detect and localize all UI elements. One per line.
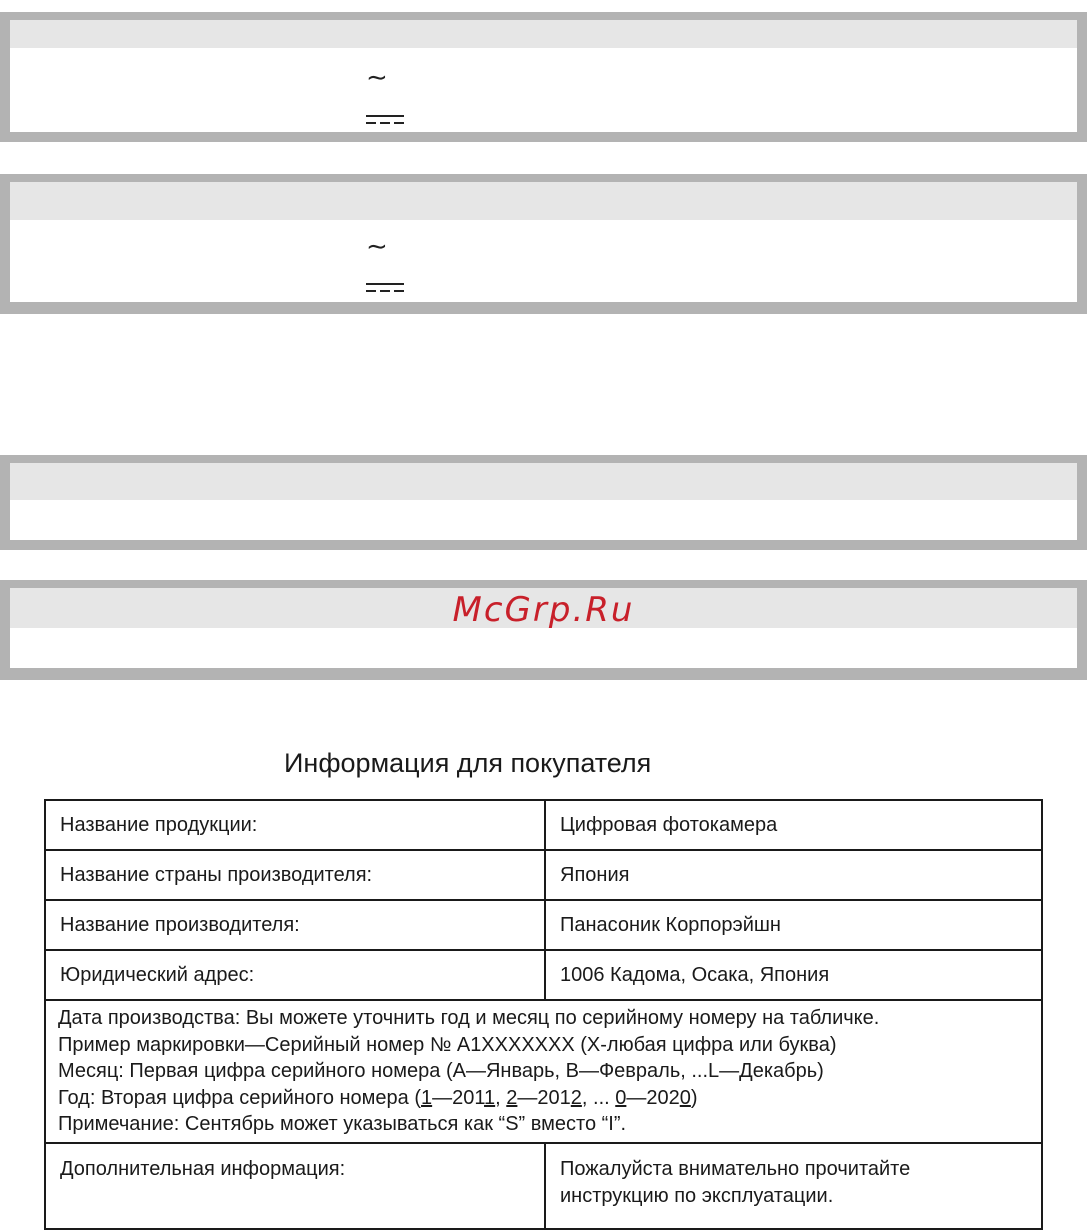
empty-box-3-inner bbox=[10, 463, 1077, 540]
symbol-box-2-header-band bbox=[10, 182, 1077, 220]
manufacturer-label: Название производителя: bbox=[45, 900, 545, 950]
table-row bbox=[45, 950, 1042, 1000]
table-row bbox=[45, 800, 1042, 850]
buyer-info-table bbox=[44, 799, 1043, 1230]
symbol-box-1-inner bbox=[10, 20, 1077, 132]
table-row bbox=[45, 1143, 1042, 1229]
additional-info-value bbox=[545, 1143, 1042, 1229]
product-name-value: Цифровая фотокамера bbox=[545, 800, 1042, 850]
production-info-cell bbox=[45, 1000, 1042, 1143]
ac-symbol-icon: ∼ bbox=[366, 63, 388, 93]
symbol-box-1 bbox=[0, 12, 1087, 142]
country-value: Япония bbox=[545, 850, 1042, 900]
additional-info-label: Дополнительная информация: bbox=[45, 1143, 545, 1229]
dc-symbol-icon bbox=[366, 283, 404, 293]
symbol-box-2 bbox=[0, 174, 1087, 314]
manufacturer-value: Панасоник Корпорэйшн bbox=[545, 900, 1042, 950]
additional-info-value-line-1: Пожалуйста внимательно прочитайте bbox=[560, 1157, 911, 1180]
production-date-line: Дата производства: Вы можете уточнить год и месяц по серийному номеру на табличке. bbox=[58, 1007, 880, 1029]
symbol-box-1-header-band bbox=[10, 20, 1077, 48]
empty-box-3-header-band bbox=[10, 463, 1077, 500]
address-value: 1006 Кадома, Осака, Япония bbox=[545, 950, 1042, 1000]
empty-box-3 bbox=[0, 455, 1087, 550]
additional-info-value-line-2: инструкцию по эксплуатации. bbox=[560, 1184, 834, 1207]
month-line: Месяц: Первая цифра серийного номера (A—Январь, B—Февраль, ...L—Декабрь) bbox=[58, 1060, 824, 1082]
note-line: Примечание: Сентябрь может указываться как “S” вместо “I”. bbox=[58, 1113, 627, 1135]
watermark: McGrp.Ru bbox=[452, 590, 635, 630]
symbol-box-2-inner bbox=[10, 182, 1077, 302]
ac-symbol-icon: ∼ bbox=[366, 232, 388, 262]
year-line: Год: Вторая цифра серийного номера (1—2011, 2—2012, ... 0—2020) bbox=[58, 1086, 698, 1109]
address-label: Юридический адрес: bbox=[45, 950, 545, 1000]
marking-example-line: Пример маркировки—Серийный номер № A1XXXXXXX (X-любая цифра или буква) bbox=[58, 1033, 837, 1056]
country-label: Название страны производителя: bbox=[45, 850, 545, 900]
table-row bbox=[45, 850, 1042, 900]
dc-symbol-icon bbox=[366, 115, 404, 125]
page-title: Информация для покупателя bbox=[284, 748, 652, 778]
product-name-label: Название продукции: bbox=[45, 800, 545, 850]
table-row bbox=[45, 900, 1042, 950]
table-row bbox=[45, 1000, 1042, 1143]
